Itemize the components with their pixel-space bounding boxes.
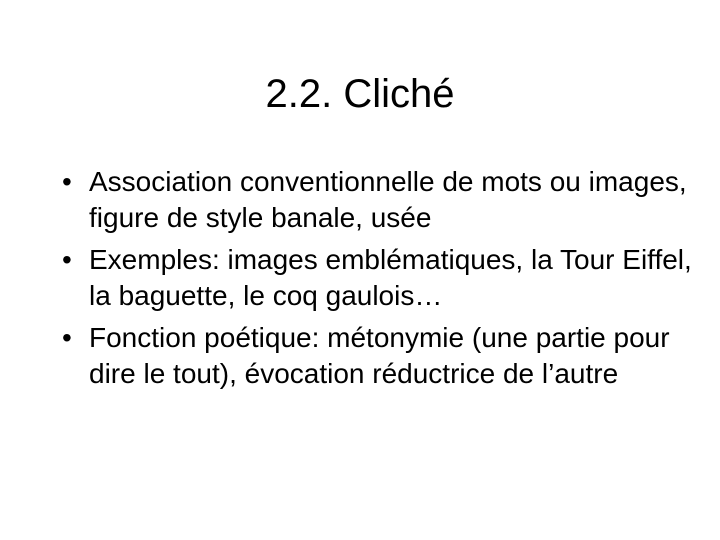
slide-title: 2.2. Cliché — [265, 72, 455, 116]
bullet-item-association: • Association conventionnelle de mots ou images, figure de style banale, usée — [52, 164, 692, 236]
bullet-item-examples: • Exemples: images emblématiques, la Tour Eiffel, la baguette, le coq gaulois… — [52, 242, 692, 314]
bullet-list — [52, 164, 692, 398]
bullet-item-function: • Fonction poétique: métonymie (une partie pour dire le tout), évocation réductrice de l’autre — [52, 320, 692, 392]
